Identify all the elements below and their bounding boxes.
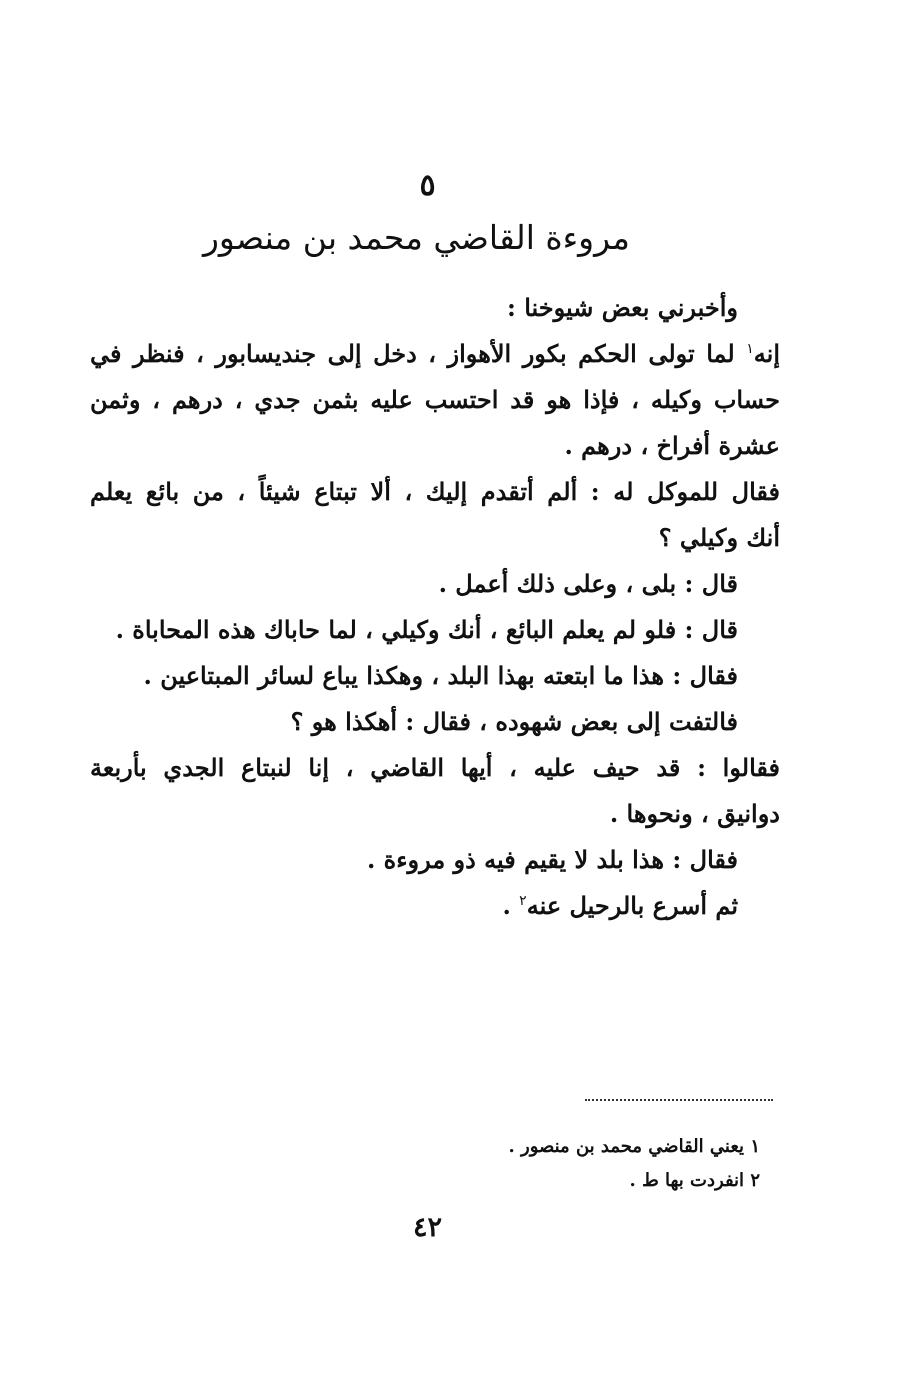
footnote-ref-1: ١ [746,341,754,357]
text-line [90,883,780,929]
text-line [90,377,780,423]
page-number: ٤٢ [412,1212,442,1243]
text-line-content: أنك وكيلي ؟ [658,523,780,552]
text-line [90,469,780,515]
footnote-2: ٢ انفردت بها ط . [629,1170,760,1191]
footnotes [400,1130,760,1198]
text-line-content: فقال : هذا بلد لا يقيم فيه ذو مروءة . [366,845,738,874]
text-line-content: فقالوا : قد حيف عليه ، أيها القاضي ، إنا لنبتاع الجدي بأربعة [90,753,780,782]
footnote-1: ١ يعني القاضي محمد بن منصور . [508,1136,760,1157]
text-segment: . [502,891,520,920]
text-line [90,745,780,791]
text-line [90,423,780,469]
text-line [90,607,780,653]
text-line-content: فالتفت إلى بعض شهوده ، فقال : أهكذا هو ؟ [290,707,738,736]
text-line [90,515,780,561]
text-line-content: فقال للموكل له : ألم أتقدم إليك ، ألا تبتاع شيئاً ، من بائع يعلم [90,477,780,506]
text-segment: لما تولى الحكم بكور الأهواز ، دخل إلى جنديسابور ، فنظر في [90,339,747,368]
text-segment: ثم أسرع بالرحيل عنه [526,891,738,920]
chapter-title: مروءة القاضي محمد بن منصور [202,218,630,257]
text-line [90,653,780,699]
body-text [90,285,780,929]
text-line-content: حساب وكيله ، فإذا هو قد احتسب عليه بثمن جدي ، درهم ، وثمن [90,385,780,414]
footnote-ref-2: ٢ [519,893,527,909]
text-line [90,285,780,331]
text-line [90,331,780,377]
footnote-divider [585,1099,773,1101]
text-line [90,699,780,745]
text-segment: إنه [753,339,780,368]
text-line-content: عشرة أفراخ ، درهم . [564,431,780,460]
text-line-content: وأخبرني بعض شيوخنا : [507,293,738,322]
text-line-content: فقال : هذا ما ابتعته بهذا البلد ، وهكذا يباع لسائر المبتاعين . [143,661,738,690]
text-line [90,837,780,883]
text-line-content: قال : بلى ، وعلى ذلك أعمل . [438,569,738,598]
text-line-content: دوانيق ، ونحوها . [609,799,780,828]
section-number: ٥ [419,168,436,203]
text-line [90,791,780,837]
text-line [90,561,780,607]
text-line-content: قال : فلو لم يعلم البائع ، أنك وكيلي ، لما حاباك هذه المحاباة . [115,615,738,644]
